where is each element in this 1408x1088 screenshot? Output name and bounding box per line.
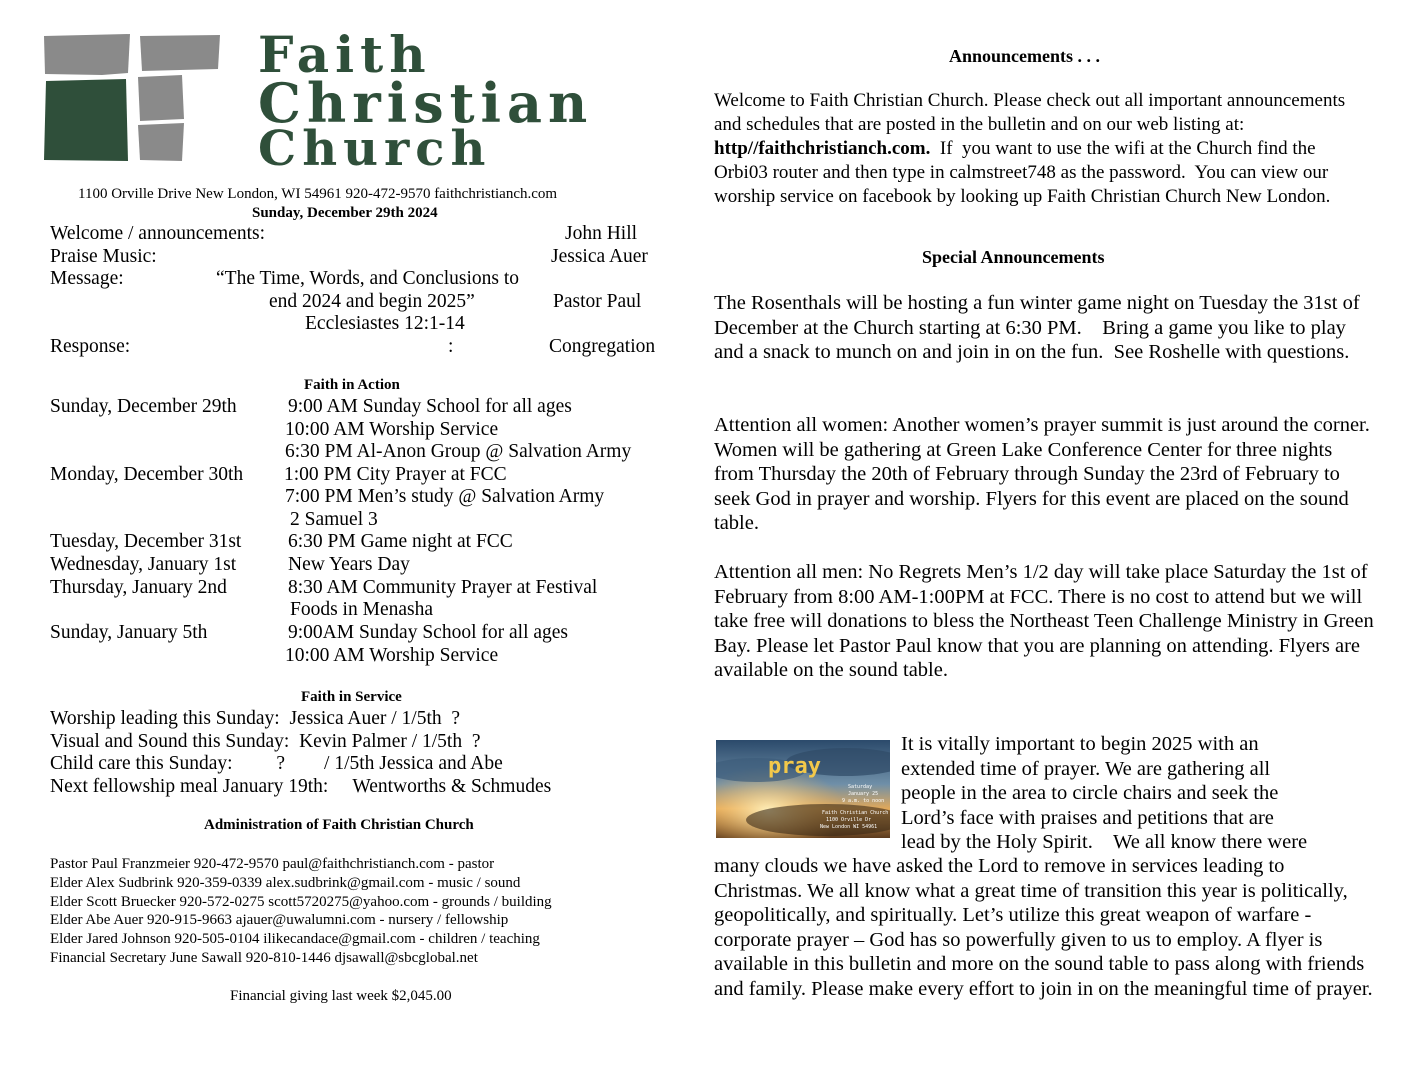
prayer-line-3: Lord’s face with praises and petitions that are <box>901 806 1274 829</box>
admin-line-alex: Elder Alex Sudbrink 920-359-0339 alex.sudbrink@gmail.com - music / sound <box>50 875 521 891</box>
message-scripture: Ecclesiastes 12:1-14 <box>305 313 465 334</box>
prayer-wrap-block <box>901 732 1307 855</box>
special-announcements-title: Special Announcements <box>922 247 1105 267</box>
logo-word-faith: Faith <box>258 25 432 84</box>
prayer-line-4: lead by the Holy Spirit. We all know there were <box>901 831 1308 853</box>
message-speaker: Pastor Paul <box>553 291 642 312</box>
service-date: Sunday, December 29th 2024 <box>252 205 438 221</box>
fia-event-7: New Years Day <box>288 554 410 575</box>
faith-in-action-title: Faith in Action <box>304 377 400 393</box>
praise-name: Jessica Auer <box>551 246 648 267</box>
website-link[interactable]: http//faithchristianch.com. <box>714 138 931 159</box>
fia-day-3: Monday, December 30th <box>50 464 244 485</box>
announcements-title: Announcements . . . <box>949 46 1101 66</box>
pray-flyer-line4: Faith Christian Church <box>822 810 889 816</box>
admin-line-june: Financial Secretary June Sawall 920-810-1446 djsawall@sbcglobal.net <box>50 950 478 966</box>
faith-in-service-title: Faith in Service <box>301 689 402 705</box>
prayer-line-2: people in the area to circle chairs and seek the <box>901 782 1279 804</box>
pray-flyer-line2: January 25 <box>848 791 879 797</box>
pray-flyer-line1: Saturday <box>848 784 873 790</box>
praise-label: Praise Music: <box>50 246 157 267</box>
logo-word-church: Church <box>258 121 492 177</box>
pray-flyer-word: pray <box>768 754 821 779</box>
fia-event-10: 9:00AM Sunday School for all ages <box>288 622 569 643</box>
prayer-line-0: It is vitally important to begin 2025 with an <box>901 733 1259 755</box>
logo-square-mid-left <box>44 79 128 161</box>
fia-day-10: Sunday, January 5th <box>50 622 208 643</box>
response-label: Response: <box>50 336 131 357</box>
message-title-line1: “The Time, Words, and Conclusions to <box>216 268 520 289</box>
church-logo-mark <box>42 33 222 163</box>
fis-line-worship: Worship leading this Sunday: Jessica Auer / 1/5th ? <box>50 708 461 729</box>
logo-square-top-right <box>140 35 220 71</box>
fis-line-sound: Visual and Sound this Sunday: Kevin Palmer / 1/5th ? <box>50 731 481 752</box>
welcome-paragraph <box>714 89 1374 209</box>
women-paragraph: Attention all women: Another women’s prayer summit is just around the corner. Women will be gathering at Green Lake Conference Center for three nights from Thursday the 20th of February through Sunday the 23rd of February to seek God in prayer and worship. Flyers for this event are placed on the sound table. <box>714 414 1370 534</box>
prayer-line-1: extended time of prayer. We are gathering all <box>901 757 1271 780</box>
church-address: 1100 Orville Drive New London, WI 54961 920-472-9570 faithchristianch.com <box>78 186 558 202</box>
fia-event-8: 8:30 AM Community Prayer at Festival <box>288 577 598 598</box>
fis-line-fellowship: Next fellowship meal January 19th: Wentworths & Schmudes <box>50 776 552 797</box>
admin-line-pastor: Pastor Paul Franzmeier 920-472-9570 paul@faithchristianch.com - pastor <box>50 856 495 872</box>
fia-event-6: 6:30 PM Game night at FCC <box>288 531 513 552</box>
fia-event-9: Foods in Menasha <box>290 599 433 620</box>
fis-line-childcare: Child care this Sunday: ? / 1/5th Jessica and Abe <box>50 753 503 774</box>
pray-flyer-image <box>716 740 890 838</box>
fia-event-3: 1:00 PM City Prayer at FCC <box>284 464 507 485</box>
welcome-text-1: Welcome to Faith Christian Church. Please check out all important announcements and schedules that are posted in the bulletin and on our web listing at: <box>714 90 1346 135</box>
fia-day-8: Thursday, January 2nd <box>50 577 227 598</box>
fia-event-0: 9:00 AM Sunday School for all ages <box>288 396 572 417</box>
welcome-name: John Hill <box>565 223 638 244</box>
fia-event-4: 7:00 PM Men’s study @ Salvation Army <box>285 486 605 507</box>
men-paragraph: Attention all men: No Regrets Men’s 1/2 day will take place Saturday the 1st of February from 8:00 AM-1:00PM at FCC. There is no cost to attend but we will take free will donations to bless the Northeast Teen Challenge Ministry in Green Bay. Please let Pastor Paul know that you are planning on attending. Flyers are available on the sound table. <box>714 561 1374 681</box>
administration-title: Administration of Faith Christian Church <box>204 817 474 833</box>
welcome-label: Welcome / announcements: <box>50 223 266 244</box>
response-name: Congregation <box>549 336 656 357</box>
pray-flyer-line5: 1100 Orville Dr <box>826 817 872 823</box>
message-title-line2: end 2024 and begin 2025” <box>269 291 475 312</box>
pray-flyer-line3: 9 a.m. to noon <box>842 798 885 804</box>
logo-word-christian: Christian <box>258 71 594 135</box>
admin-line-scott: Elder Scott Bruecker 920-572-0275 scott5720275@yahoo.com - grounds / building <box>50 894 552 910</box>
fia-event-2: 6:30 PM Al-Anon Group @ Salvation Army <box>285 441 632 462</box>
logo-square-mid-right <box>138 75 184 121</box>
response-colon: : <box>448 336 454 357</box>
game-night-paragraph: The Rosenthals will be hosting a fun winter game night on Tuesday the 31st of December at the Church starting at 6:30 PM. Bring a game you like to play and a snack to munch on and join in on the fun. See Roshelle with questions. <box>714 292 1365 363</box>
pray-flyer-line6: New London WI 54961 <box>820 824 878 830</box>
financial-giving: Financial giving last week $2,045.00 <box>230 988 452 1004</box>
admin-line-jared: Elder Jared Johnson 920-505-0104 ilikecandace@gmail.com - children / teaching <box>50 931 540 947</box>
fia-event-11: 10:00 AM Worship Service <box>285 645 499 666</box>
prayer-paragraph-rest: many clouds we have asked the Lord to remove in services leading to Christmas. We all know what a great time of transition this year is politically, geopolitically, and spiritually. Let’s utilize this great weapon of warfare - corporate prayer – God has so powerfully given to us to employ. A flyer is available in this bulletin and more on the sound table to pass along with friends and family. Please make every effort to join in on the meaningful time of prayer. <box>714 855 1373 1000</box>
fia-event-5: 2 Samuel 3 <box>290 509 378 530</box>
fia-day-6: Tuesday, December 31st <box>50 531 242 552</box>
fia-day-0: Sunday, December 29th <box>50 396 237 417</box>
welcome-text-2: If you want to use the wifi at the Church find the Orbi03 router and then type in calmstreet748 as the password. You can view our worship service on facebook by looking up Faith Christian Church New London. <box>714 138 1333 207</box>
fia-event-1: 10:00 AM Worship Service <box>285 419 499 440</box>
fia-day-7: Wednesday, January 1st <box>50 554 237 575</box>
admin-line-abe: Elder Abe Auer 920-915-9663 ajauer@uwalumni.com - nursery / fellowship <box>50 912 509 928</box>
logo-square-bottom-right <box>138 123 184 161</box>
message-label: Message: <box>50 268 124 289</box>
logo-square-top-left <box>44 34 130 75</box>
